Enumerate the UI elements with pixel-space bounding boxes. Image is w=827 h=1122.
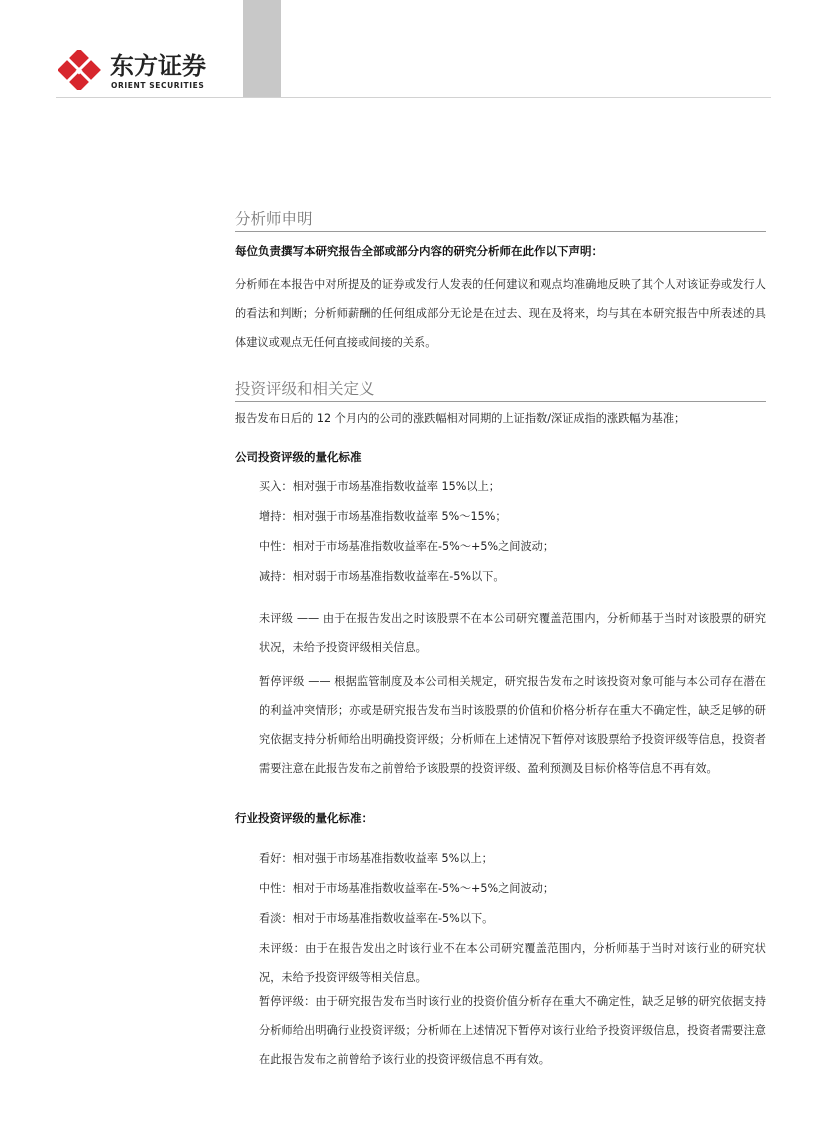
company-rating-overweight: 增持：相对强于市场基准指数收益率 5%～15%； <box>259 510 507 523</box>
rating-definition-title: 投资评级和相关定义 <box>235 379 766 402</box>
analyst-declaration-lead: 每位负责撰写本研究报告全部或部分内容的研究分析师在此作以下声明： <box>235 244 603 258</box>
logo-chinese-name: 东方证券 <box>110 52 206 80</box>
analyst-declaration-body: 分析师在本报告中对所提及的证券或发行人发表的任何建议和观点均准确地反映了其个人对该证券或发行人的看法和判断；分析师薪酬的任何组成部分无论是在过去、现在及将来，均与其在本研究报告中所表述的具体建议或观点无任何直接或间接的关系。 <box>235 278 766 349</box>
industry-rating-negative: 看淡：相对于市场基准指数收益率在-5%以下。 <box>259 912 494 925</box>
rating-intro: 报告发布日后的 12 个月内的公司的涨跌幅相对同期的上证指数/深证成指的涨跌幅为基准； <box>235 412 686 425</box>
analyst-declaration-title: 分析师申明 <box>235 209 766 232</box>
industry-rating-neutral: 中性：相对于市场基准指数收益率在-5%～+5%之间波动； <box>259 882 555 895</box>
orient-logo-icon <box>58 50 104 90</box>
company-rating-unrated: 未评级 —— 由于在报告发出之时该股票不在本公司研究覆盖范围内，分析师基于当时对该股票的研究状况，未给予投资评级相关信息。 <box>259 612 766 654</box>
industry-rating-suspended: 暂停评级：由于研究报告发布当时该行业的投资价值分析存在重大不确定性，缺乏足够的研究依据支持分析师给出明确行业投资评级；分析师在上述情况下暂停对该行业给予投资评级信息，投资者需要注意在此报告发布之前曾给予该行业的投资评级信息不再有效。 <box>259 995 766 1066</box>
company-rating-underweight: 减持：相对弱于市场基准指数收益率在-5%以下。 <box>259 570 505 583</box>
header-gray-tab <box>243 0 281 97</box>
industry-rating-heading: 行业投资评级的量化标准： <box>235 811 373 825</box>
header-divider <box>56 97 771 98</box>
logo-english-name: ORIENT SECURITIES <box>111 81 205 90</box>
company-rating-heading: 公司投资评级的量化标准 <box>235 450 362 464</box>
company-rating-buy: 买入：相对强于市场基准指数收益率 15%以上； <box>259 480 500 493</box>
company-rating-neutral: 中性：相对于市场基准指数收益率在-5%～+5%之间波动； <box>259 540 555 553</box>
industry-rating-positive: 看好：相对强于市场基准指数收益率 5%以上； <box>259 852 493 865</box>
industry-rating-unrated: 未评级：由于在报告发出之时该行业不在本公司研究覆盖范围内，分析师基于当时对该行业的研究状况，未给予投资评级等相关信息。 <box>259 942 766 984</box>
company-logo <box>58 50 238 94</box>
company-rating-suspended: 暂停评级 —— 根据监管制度及本公司相关规定，研究报告发布之时该投资对象可能与本公司存在潜在的利益冲突情形；亦或是研究报告发布当时该股票的价值和价格分析存在重大不确定性，缺乏足够的研究依据支持分析师给出明确投资评级；分析师在上述情况下暂停对该股票给予投资评级等信息，投资者需要注意在此报告发布之前曾给予该股票的投资评级、盈利预测及目标价格等信息不再有效。 <box>259 675 766 775</box>
